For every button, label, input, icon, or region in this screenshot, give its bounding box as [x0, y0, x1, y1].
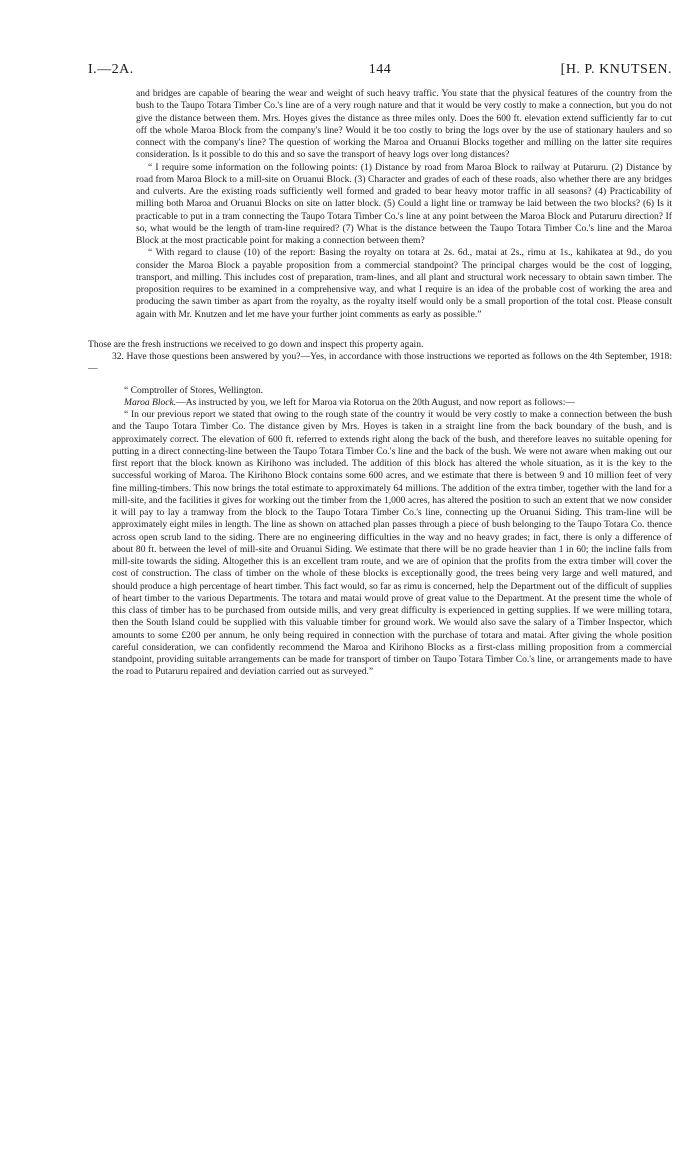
report-intro-text: —As instructed by you, we left for Maroa via Rotorua on the 20th August, and now report as follows:—	[176, 396, 575, 408]
report-intro	[112, 397, 672, 409]
page-number: 144	[368, 62, 392, 77]
witness-name: [H. P. KNUTSEN.	[560, 62, 672, 77]
spacer	[88, 321, 672, 339]
report-body: “ In our previous report we stated that owing to the rough state of the country it would be very costly to make a connection between the bush and the Taupo Totara Timber Co. The distance given by Mrs. Hoyes is taken in a straight line from the back boundary of the bush, and is approximately correct. The elevation of 600 ft. referred to extends right along the back of the bush, and therefore leaves no suitable opening for putting in a direct connecting-line between the Taupo Totara Timber Co.'s line and the back of the bush. We were not aware when making out our first report that the block known as Kirihono was included. The addition of this block has altered the whole situation, as it is the key to the successful working of Maroa. The Kirihono Block contains some 600 acres, and we estimate that there is between 9 and 10 million feet of very fine milling-timbers. This now brings the total estimate to approximately 64 millions. The addition of the extra timber, together with the land for a mill-site, and the facilities it gives for working out the timber from the 1,000 acres, has altered the position to such an extent that we now consider it will pay to lay a tramway from the block to the Taupo Totara Timber Co.'s line, connecting up the Oruanui Siding. This tram-line will be approximately eight miles in length. The line as shown on attached plan passes through a piece of bush belonging to the Taupo Totara Co. thence across open scrub land to the siding. There are no engineering difficulties in the way and no heavy grades; in fact, there is only a difference of about 80 ft. between the level of mill-site and Oruanui Siding. We estimate that there will be no grade heavier than 1 in 60; the incline falls from mill-site towards the siding. Altogether this is an excellent tram route, and we are of opinion that the profits from the extra timber will cover the cost of construction. The class of timber on the whole of these blocks is exceptionally good, the trees being very large and well matured, and should produce a high percentage of heart timber. This fact would, so far as rimu is concerned, help the Department out of the difficult of supplies of heart timber to the various Departments. The totara and matai would prove of great value to the Department. At the present time the whole of this class of timber has to be purchased from outside mills, and very great difficulty is experienced in getting supplies. If we were milling totara, then the South Island could be supplied with this valuable timber for ground work. We would also save the salary of a Timber Inspector, which amounts to some £200 per annum, he only being required in connection with the purchase of totara and matai. After giving the whole position careful consideration, we can confidently recommend the Maroa and Kirihono Blocks as a first-class milling proposition from a commercial standpoint, providing suitable arrangements can be made for transport of timber on Taupo Totara Timber Co.'s line, or arrangements made to have the road to Putaruru repaired and deviation carried out as surveyed.”	[112, 409, 672, 678]
quoted-instructions	[88, 88, 672, 321]
report-addressee: “ Comptroller of Stores, Wellington.	[124, 384, 264, 396]
document-body	[88, 88, 672, 679]
paragraph-bridges-traffic: and bridges are capable of bearing the wear and weight of such heavy traffic. You state that the physical features of the country from the bush to the Taupo Totara Timber Co.'s line are of a very rough nature and that it would be very costly to make a connection, but you do not give the distance between them. Mrs. Hoyes gives the distance as three miles only. Does the 600 ft. elevation extend sufficiently far to cut off the whole Maroa Block from the company's line? Would it be too costly to bring the logs over by the use of stationary haulers and so connect with the company's line? The question of working the Maroa and Oruanui Blocks together and milling on the latter site requires consideration. Is it possible to do this and so save the transport of heavy logs over long distances?	[136, 88, 672, 161]
quoted-report	[88, 385, 672, 679]
paragraph-information-points: “ I require some information on the following points: (1) Distance by road from Maroa Block to railway at Putaruru. (2) Distance by road from Maroa Block to a mill-site on Oruanui Block. (3) Character and grades of each of these roads, also whether there are any bridges and culverts. Are the existing roads sufficiently well formed and graded to bear heavy motor traffic in all seasons? (4) Practicability of milling both Maroa and Oruanui Blocks on site on latter block. (5) Could a light line or tramway be laid between the two blocks? (6) Is it practicable to put in a tram connecting the Taupo Totara Timber Co.'s line at any point between the Maroa Block and Putaruru direction? If so, what would be the length of tram-line required? (7) What is the distance between the Taupo Totara Timber Co.'s line and the Maroa Block at the most practicable point for making a connection between them?	[136, 161, 672, 246]
report-heading: Maroa Block.	[124, 396, 177, 408]
spacer	[88, 376, 672, 385]
page-header	[88, 62, 672, 82]
section-code: I.—2A.	[88, 62, 134, 77]
paragraph-question-32: 32. Have those questions been answered by you?—Yes, in accordance with those instructions we reported as follows on the 4th September, 1918:—	[88, 351, 672, 375]
paragraph-royalty: “ With regard to clause (10) of the report: Basing the royalty on totara at 2s. 6d., matai at 2s., rimu at 1s., kahikatea at 9d., do you consider the Maroa Block a payable proposition from a commercial standpoint? The principal charges would be the cost of logging, transport, and milling. This includes cost of preparation, tram-lines, and all plant and structural work necessary to obtain sawn timber. The proposition requires to be examined in a comprehensive way, and what I require is an idea of the probable cost of working the area and producing the sawn timber as apart from the royalty, as the royalty itself would only be a small proportion of the total cost. Please consult again with Mr. Knutzen and let me have your further joint comments as early as possible.”	[136, 247, 672, 320]
paragraph-fresh-instructions: Those are the fresh instructions we received to go down and inspect this property again.	[88, 338, 424, 350]
